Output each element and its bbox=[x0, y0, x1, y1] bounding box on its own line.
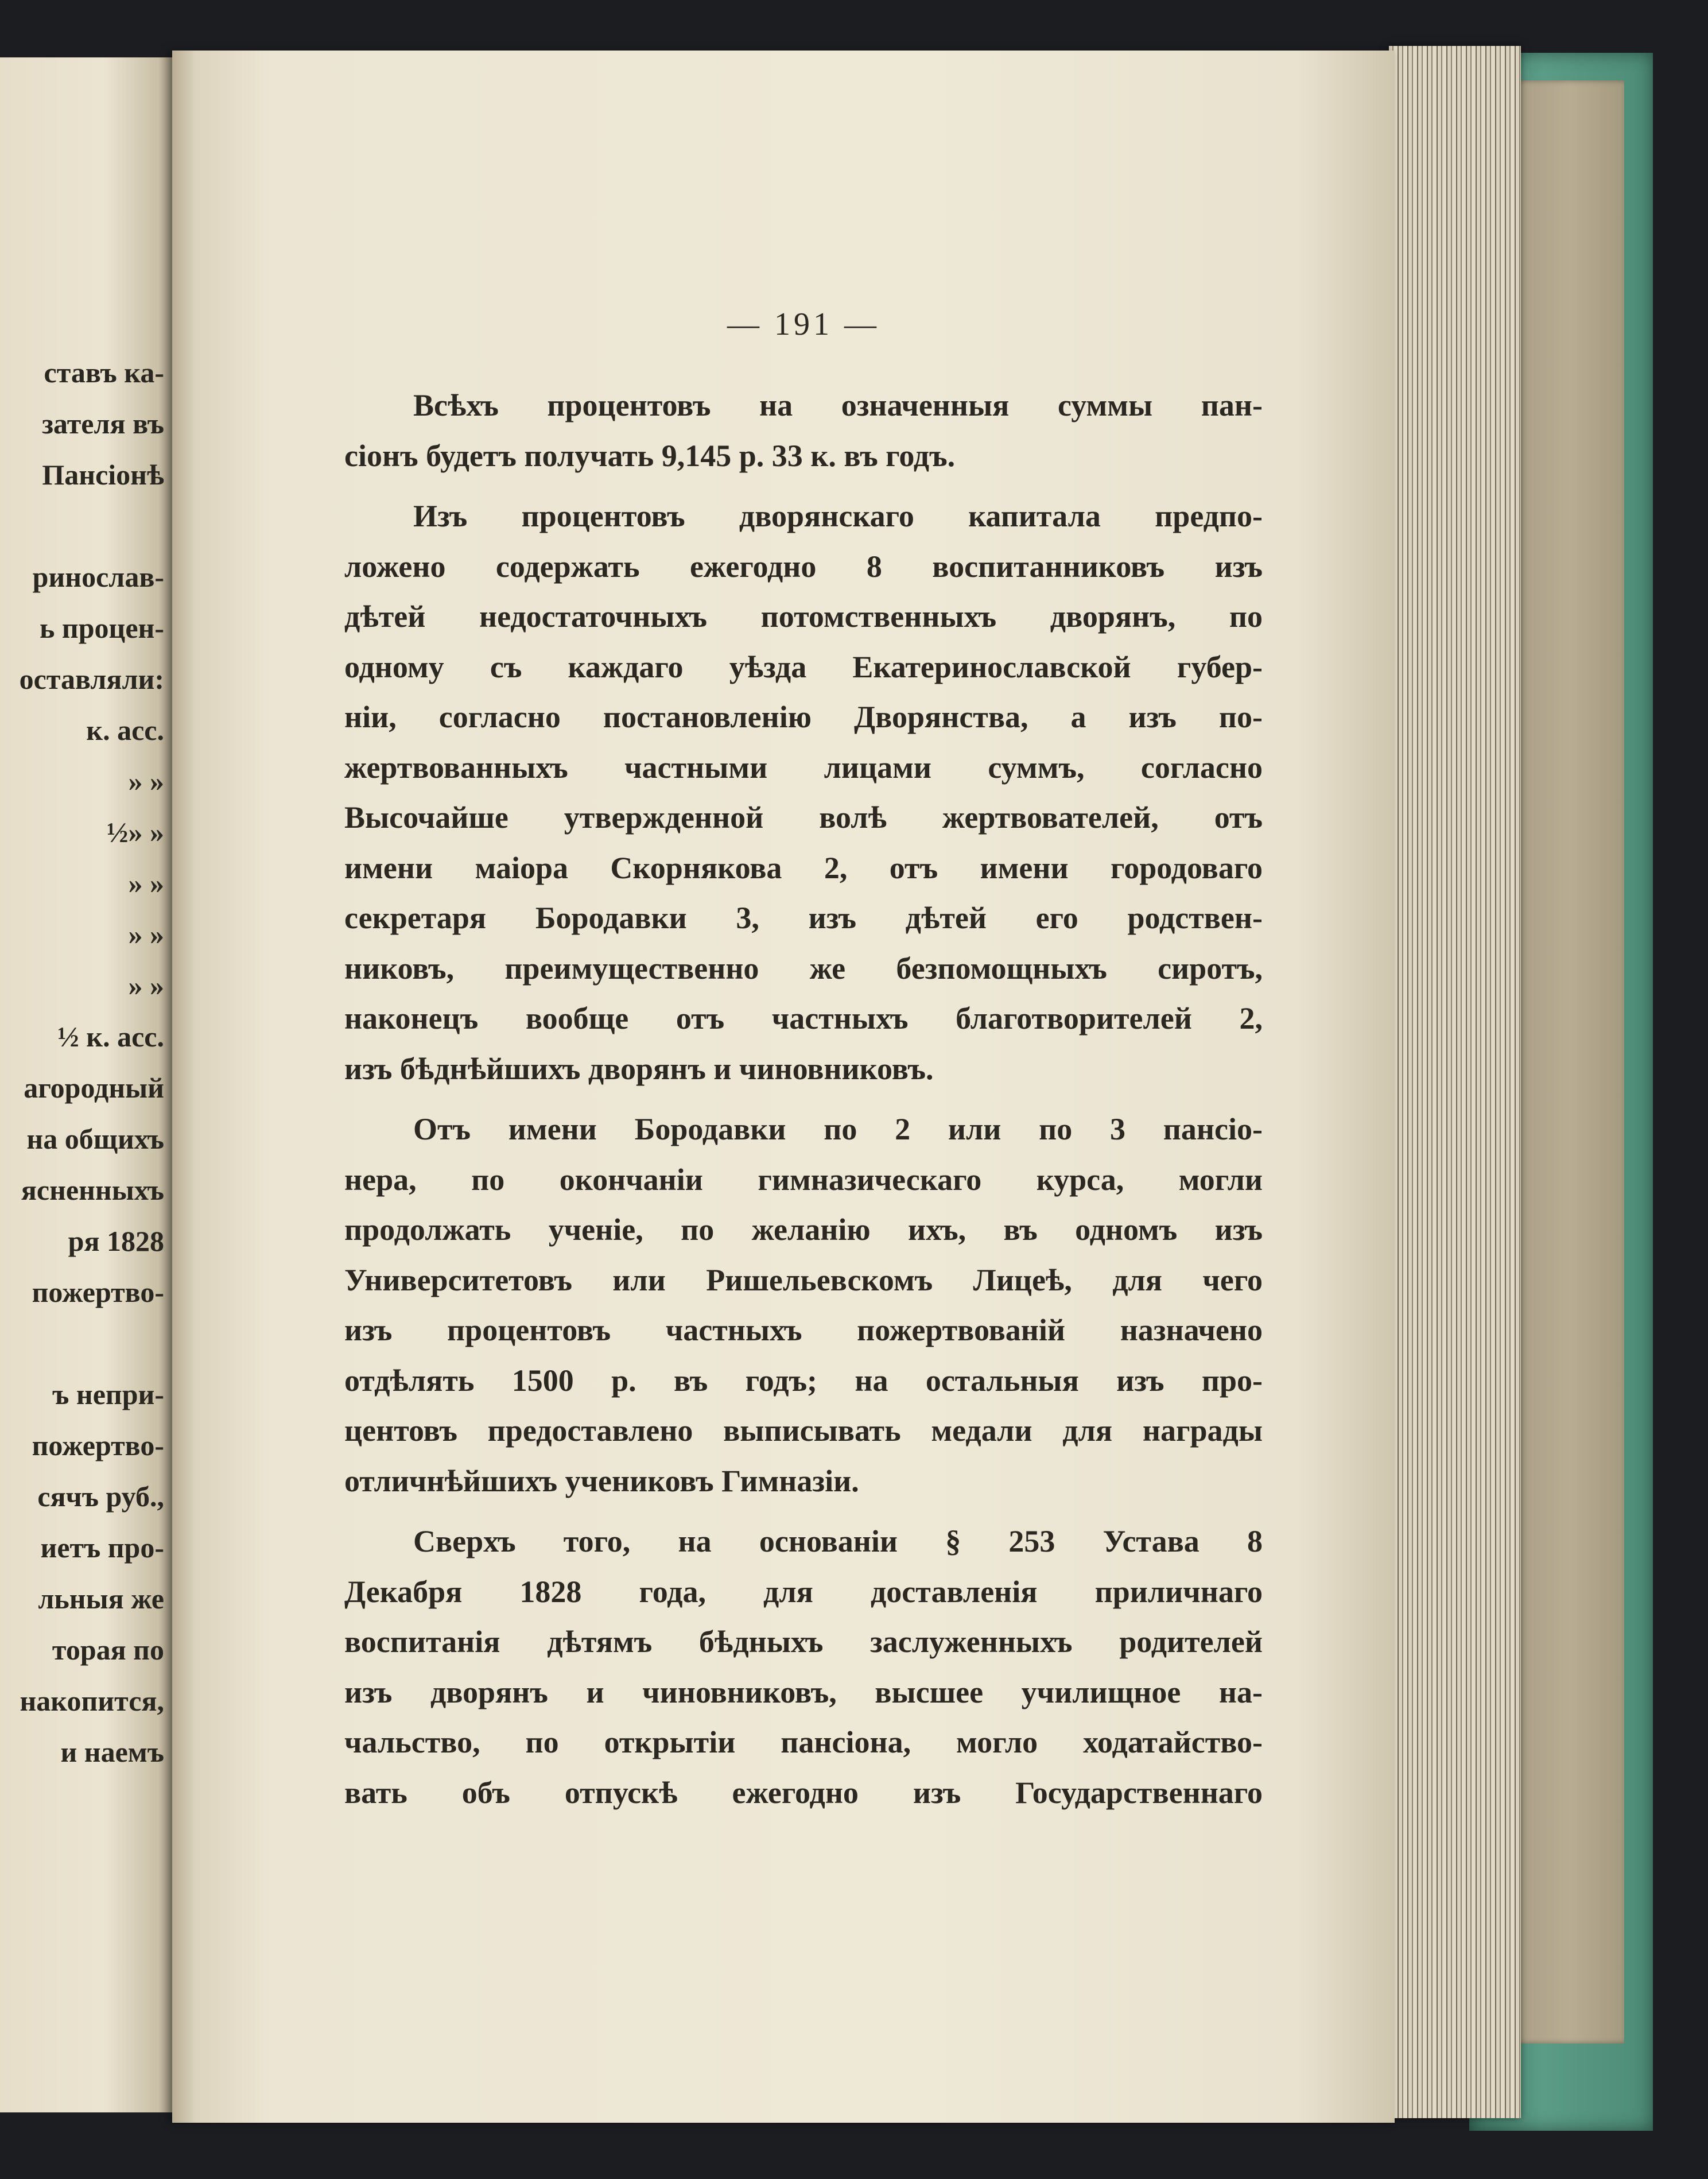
left-page-line: на общихъ bbox=[26, 1123, 164, 1155]
left-page-line: зателя въ bbox=[41, 408, 164, 440]
text-line: секретаря Бородавки 3, изъ дѣтей его родствен- bbox=[344, 901, 1263, 935]
text-line: вать объ отпускѣ ежегодно изъ Государственнаго bbox=[344, 1775, 1263, 1810]
text-line: центовъ предоставлено выписывать медали для награды bbox=[344, 1413, 1263, 1448]
left-page-line: накопится, bbox=[20, 1685, 164, 1717]
left-page-line: пожертво- bbox=[32, 1276, 164, 1308]
left-page-line: » » bbox=[128, 970, 164, 1002]
left-page-line: ½ к. асс. bbox=[57, 1021, 164, 1053]
text-line: жертвованныхъ частными лицами суммъ, согласно bbox=[344, 750, 1263, 785]
text-line: отличнѣйшихъ учениковъ Гимназіи. bbox=[344, 1463, 859, 1498]
left-page bbox=[0, 57, 172, 2112]
page-edges bbox=[1389, 46, 1521, 2118]
left-page-line: ь процен- bbox=[39, 612, 164, 644]
text-line: наконецъ вообще отъ частныхъ благотворителей 2, bbox=[344, 1001, 1263, 1036]
text-line: Университетовъ или Ришельевскомъ Лицеѣ, для чего bbox=[344, 1262, 1263, 1297]
text-line: дѣтей недостаточныхъ потомственныхъ дворянъ, по bbox=[344, 599, 1263, 634]
page-number: — 191 — bbox=[727, 307, 880, 342]
text-line: изъ дворянъ и чиновниковъ, высшее училищное на- bbox=[344, 1674, 1263, 1709]
text-line: Отъ имени Бородавки по 2 или по 3 пансіо- bbox=[413, 1112, 1263, 1146]
left-page-line: ясненныхъ bbox=[21, 1174, 164, 1206]
text-line: Декабря 1828 года, для доставленія приличнаго bbox=[344, 1574, 1263, 1609]
text-line: воспитанія дѣтямъ бѣдныхъ заслуженныхъ родителей bbox=[344, 1624, 1263, 1659]
paragraph-gap bbox=[344, 1094, 1263, 1104]
text-line: имени маіора Скорнякова 2, отъ имени городоваго bbox=[344, 850, 1263, 885]
text-line: нера, по окончаніи гимназическаго курса, могли bbox=[344, 1162, 1263, 1197]
left-page-line: иетъ про- bbox=[40, 1531, 164, 1564]
left-page-line: ря 1828 bbox=[68, 1225, 164, 1257]
left-page-line: сячъ руб., bbox=[37, 1480, 164, 1513]
left-page-line: ставъ ка- bbox=[44, 356, 164, 389]
text-line: ложено содержать ежегодно 8 воспитанниковъ изъ bbox=[344, 549, 1263, 584]
left-page-line: » » bbox=[128, 867, 164, 899]
left-page-line: » » bbox=[128, 918, 164, 951]
text-line: ніи, согласно постановленію Дворянства, а изъ по- bbox=[344, 700, 1263, 734]
text-line: чальство, по открытіи пансіона, могло ходатайство- bbox=[344, 1725, 1263, 1759]
left-page-line: » » bbox=[128, 765, 164, 797]
text-line: одному съ каждаго уѣзда Екатеринославской губер- bbox=[344, 649, 1263, 684]
text-line: отдѣлять 1500 р. въ годъ; на остальныя изъ про- bbox=[344, 1363, 1263, 1398]
right-page bbox=[172, 51, 1395, 2123]
left-page-line: Пансіонѣ bbox=[42, 459, 164, 491]
left-page-line: оставляли: bbox=[19, 663, 164, 695]
left-page-line: агородный bbox=[24, 1072, 164, 1104]
left-page-line: к. асс. bbox=[86, 714, 164, 746]
text-line: Всѣхъ процентовъ на означенныя суммы пан- bbox=[413, 388, 1263, 422]
left-page-line bbox=[0, 1318, 164, 1369]
paragraph-gap bbox=[344, 481, 1263, 491]
text-line: никовъ, преимущественно же безпомощныхъ сиротъ, bbox=[344, 951, 1263, 986]
page-body-text bbox=[344, 381, 1263, 1818]
text-line: Сверхъ того, на основаніи § 253 Устава 8 bbox=[413, 1524, 1263, 1558]
text-line: Изъ процентовъ дворянскаго капитала предпо- bbox=[413, 499, 1263, 533]
text-line: изъ бѣднѣйшихъ дворянъ и чиновниковъ. bbox=[344, 1051, 934, 1086]
left-page-line: пожертво- bbox=[32, 1429, 164, 1461]
left-page-text bbox=[0, 347, 164, 1778]
left-page-line: ъ непри- bbox=[52, 1378, 164, 1410]
cover-endpaper bbox=[1515, 80, 1624, 2044]
left-page-line: льныя же bbox=[38, 1583, 164, 1615]
text-line: сіонъ будетъ получать 9,145 р. 33 к. въ годъ. bbox=[344, 438, 956, 473]
text-line: продолжать ученіе, по желанію ихъ, въ одномъ изъ bbox=[344, 1212, 1263, 1247]
left-page-line: торая по bbox=[52, 1634, 164, 1666]
paragraph-gap bbox=[344, 1506, 1263, 1517]
left-page-line bbox=[0, 501, 164, 552]
text-line: Высочайше утвержденной волѣ жертвователей, отъ bbox=[344, 800, 1263, 835]
left-page-line: ринослав- bbox=[32, 561, 164, 593]
left-page-line: ½» » bbox=[107, 816, 164, 848]
left-page-line: и наемъ bbox=[60, 1736, 164, 1768]
text-line: изъ процентовъ частныхъ пожертвованій назначено bbox=[344, 1313, 1263, 1347]
